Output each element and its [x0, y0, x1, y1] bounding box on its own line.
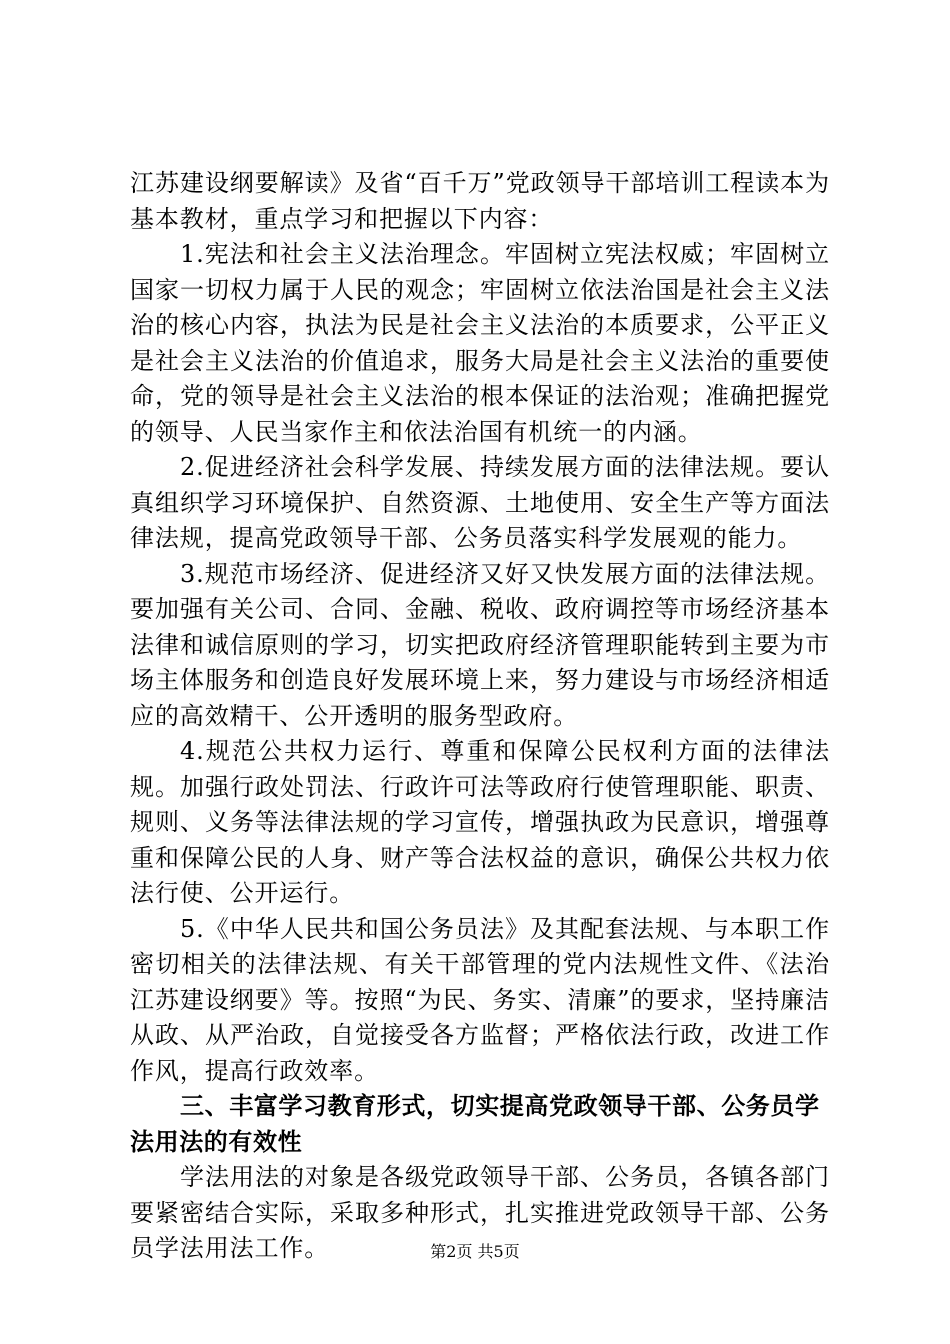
paragraph-item-1: 1.宪法和社会主义法治理念。牢固树立宪法权威；牢固树立国家一切权力属于人民的观念；牢固树立依法治国是社会主义法治的核心内容，执法为民是社会主义法治的本质要求，公平正义是社会主义法治的价值追求，服务大局是社会主义法治的重要使命，党的领导是社会主义法治的根本保证的法治观；准确把握党的领导、人民当家作主和依法治国有机统一的内涵。	[130, 240, 830, 446]
page-number-footer: 第2页 共5页	[430, 1242, 520, 1261]
paragraph-item-5: 5.《中华人民共和国公务员法》及其配套法规、与本职工作密切相关的法律法规、有关干部管理的党内法规性文件、《法治江苏建设纲要》等。按照“为民、务实、清廉”的要求，坚持廉洁从政、从严治政，自觉接受各方监督；严格依法行政，改进工作作风，提高行政效率。	[130, 914, 830, 1085]
paragraph-item-3: 3.规范市场经济、促进经济又好又快发展方面的法律法规。要加强有关公司、合同、金融、税收、政府调控等市场经济基本法律和诚信原则的学习，切实把政府经济管理职能转到主要为市场主体服务和创造良好发展环境上来，努力建设与市场经济相适应的高效精干、公开透明的服务型政府。	[130, 559, 830, 730]
paragraph-closing: 学法用法的对象是各级党政领导干部、公务员，各镇各部门要紧密结合实际，采取多种形式，扎实推进党政领导干部、公务员学法用法工作。	[130, 1163, 830, 1262]
paragraph-item-2: 2.促进经济社会科学发展、持续发展方面的法律法规。要认真组织学习环境保护、自然资源、土地使用、安全生产等方面法律法规，提高党政领导干部、公务员落实科学发展观的能力。	[130, 453, 830, 552]
document-body	[130, 166, 830, 1267]
paragraph-item-4: 4.规范公共权力运行、尊重和保障公民权利方面的法律法规。加强行政处罚法、行政许可法等政府行使管理职能、职责、规则、义务等法律法规的学习宣传，增强执政为民意识，增强尊重和保障公民的人身、财产等合法权益的意识，确保公共权力依法行使、公开运行。	[130, 737, 830, 907]
paragraph-continuation: 江苏建设纲要解读》及省“百千万”党政领导干部培训工程读本为基本教材，重点学习和把握以下内容：	[130, 169, 830, 233]
section-heading: 三、丰富学习教育形式，切实提高党政领导干部、公务员学法用法的有效性	[130, 1092, 820, 1156]
